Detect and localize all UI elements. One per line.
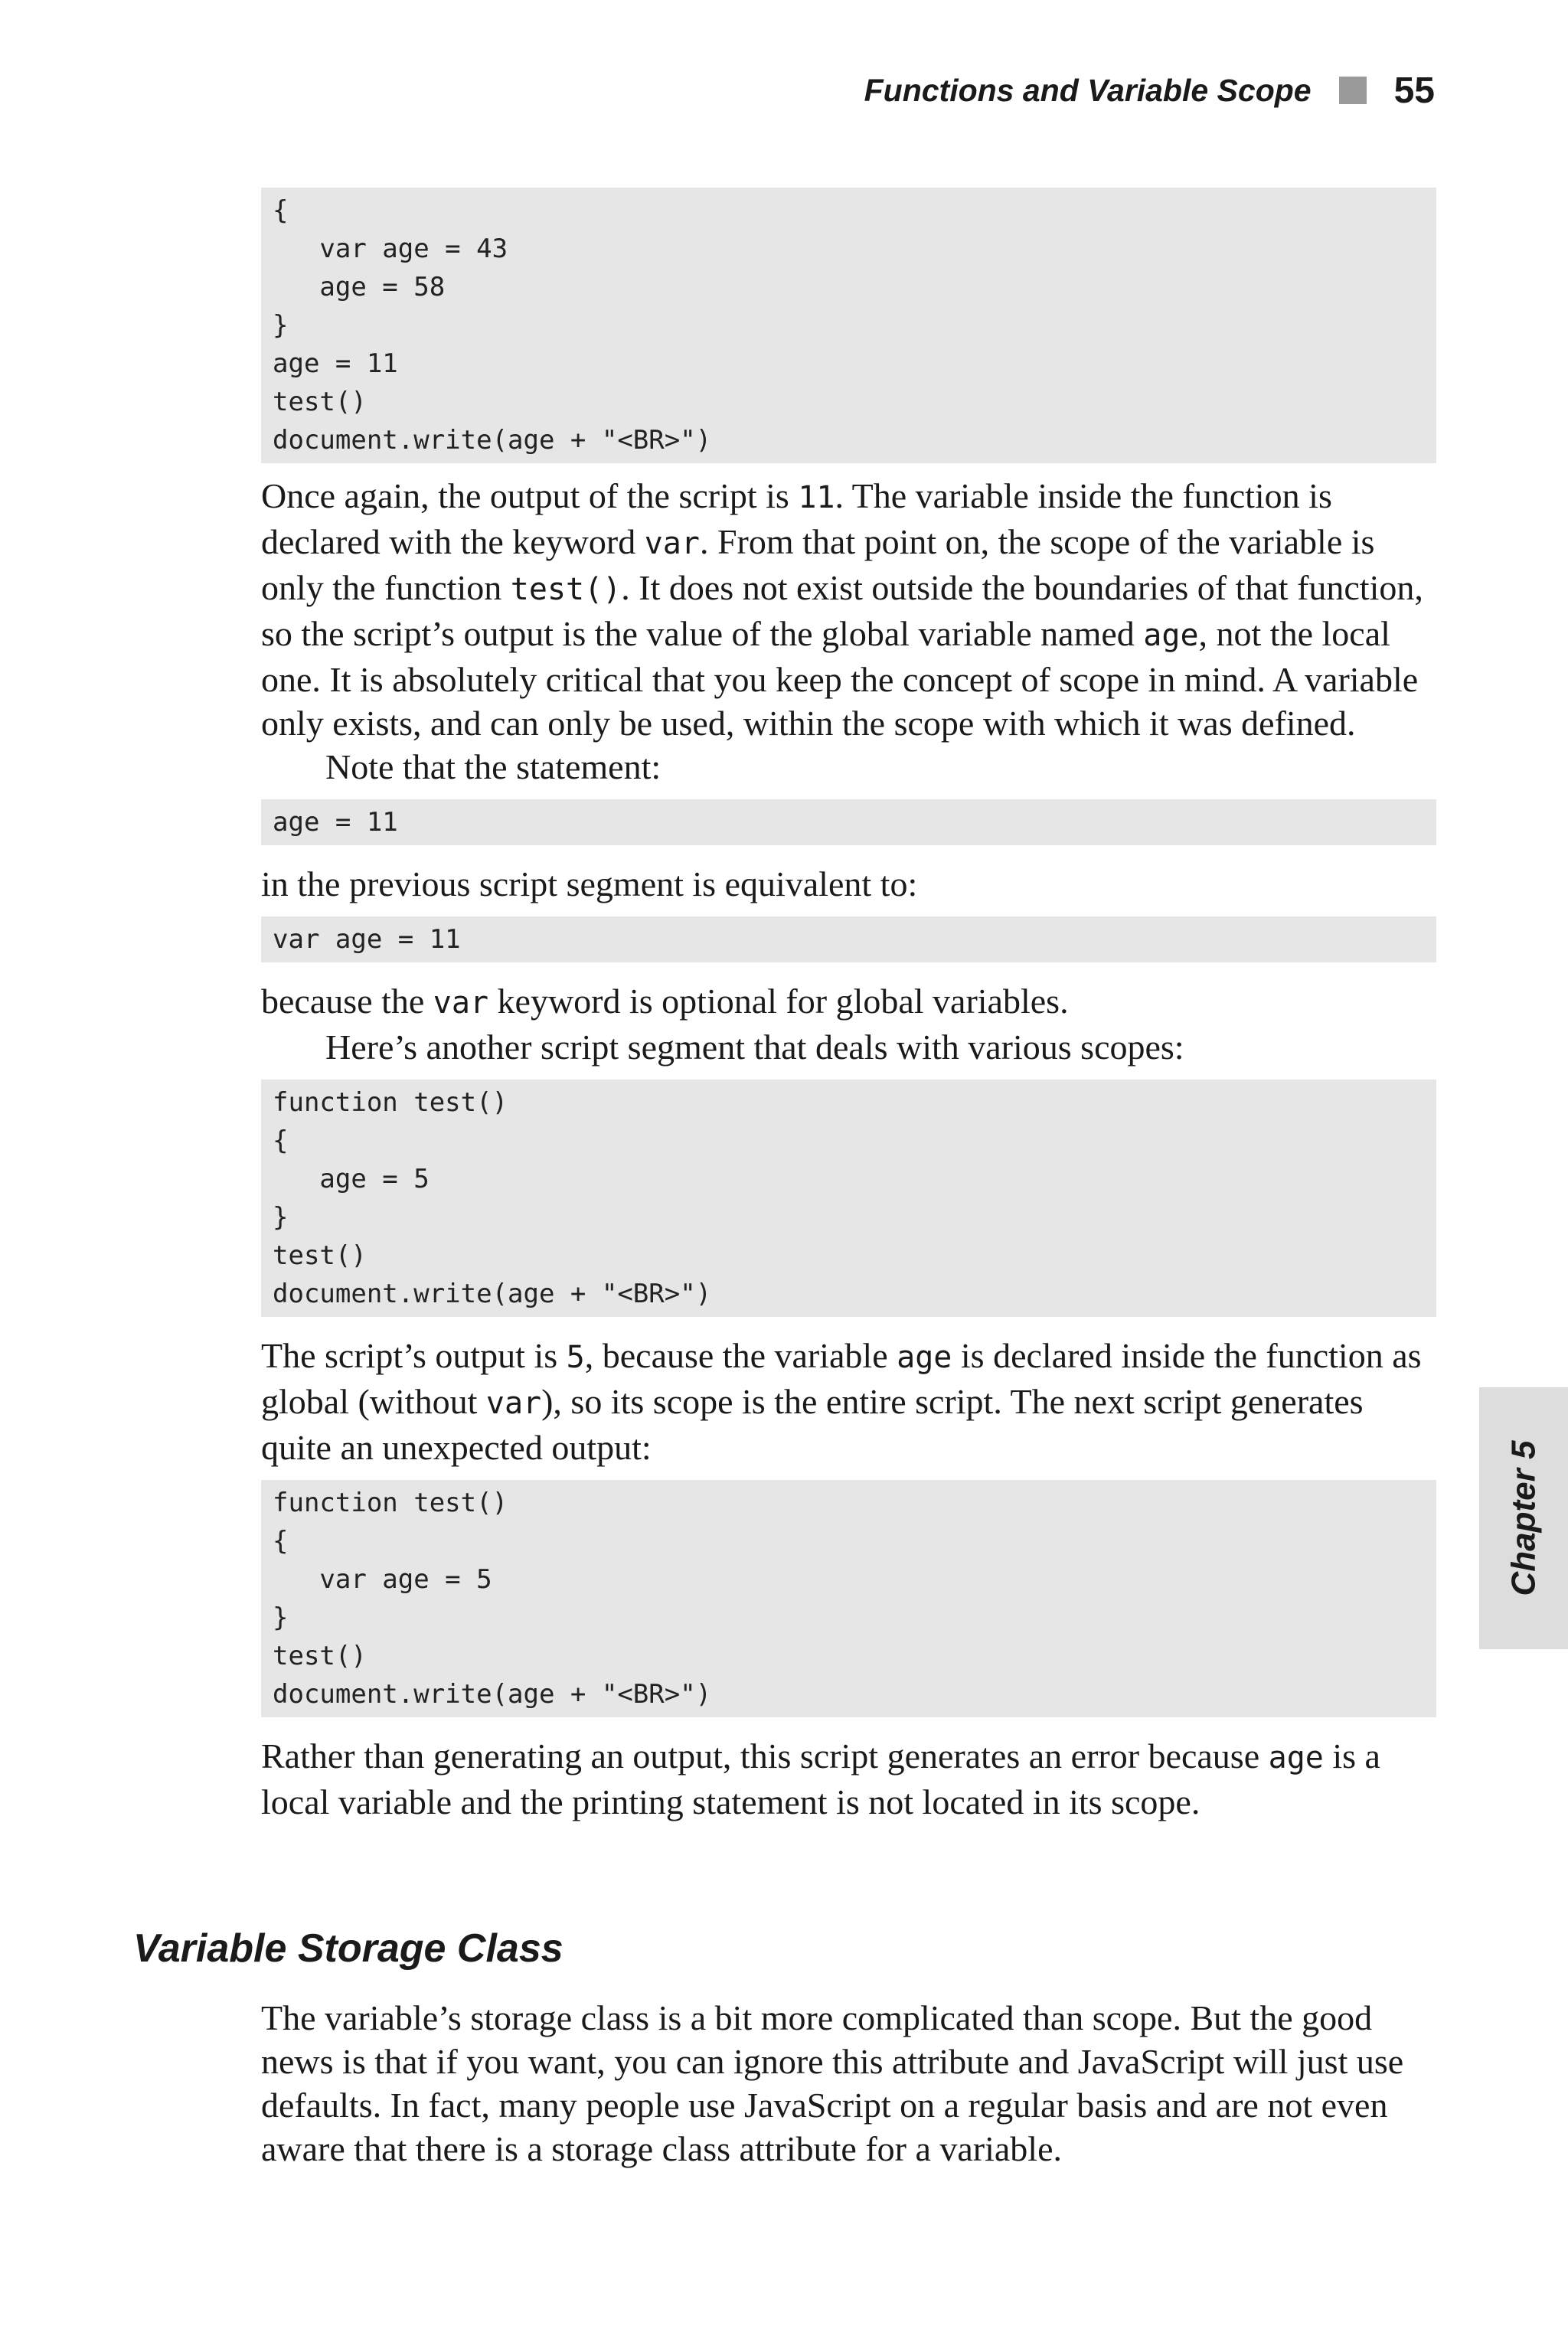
- code-block-3: var age = 11: [261, 916, 1436, 962]
- main-content: [261, 188, 1436, 1824]
- running-header: [864, 67, 1435, 113]
- paragraph-equivalent: in the previous script segment is equivalent to:: [261, 864, 918, 903]
- section-content: [261, 1996, 1436, 2171]
- paragraph-note: Note that the statement:: [325, 747, 662, 786]
- chapter-tab: [1479, 1387, 1568, 1649]
- code-block-5: function test() { var age = 5 } test() document.write(age + "<BR>"): [261, 1480, 1436, 1717]
- paragraph-var-optional: because the var keyword is optional for global variables.: [261, 982, 1069, 1021]
- code-block-2: age = 11: [261, 799, 1436, 845]
- paragraph-global-output: The script’s output is 5, because the variable age is declared inside the function as global (without var), so its scope is the entire script. The next script generates quite an unexpected output:: [261, 1336, 1422, 1467]
- paragraph-another-segment: Here’s another script segment that deals with various scopes:: [325, 1027, 1184, 1067]
- section-heading: Variable Storage Class: [133, 1926, 564, 1971]
- page-number: 55: [1393, 70, 1435, 111]
- code-block-4: function test() { age = 5 } test() document.write(age + "<BR>"): [261, 1080, 1436, 1317]
- paragraph-scope-explanation: Once again, the output of the script is 11. The variable inside the function is declared with the keyword var. From that point on, the scope of the variable is only the function test(). It does not exist outside the boundaries of that function, so the script’s output is the value of the global variable named age, not the local one. It is absolutely critical that you keep the concept of scope in mind. A variable only exists, and can only be used, within the scope with which it was defined.: [261, 476, 1423, 743]
- paragraph-error: Rather than generating an output, this script generates an error because age is a local variable and the printing statement is not located in its scope.: [261, 1736, 1380, 1821]
- code-block-1: { var age = 43 age = 58 } age = 11 test() document.write(age + "<BR>"): [261, 188, 1436, 463]
- running-header-title: Functions and Variable Scope: [864, 72, 1312, 108]
- chapter-tab-label: Chapter 5: [1504, 1440, 1543, 1596]
- paragraph-storage-class: The variable’s storage class is a bit more complicated than scope. But the good news is that if you want, you can ignore this attribute and JavaScript will just use defaults. In fact, many people use JavaScript on a regular basis and are not even aware that there is a storage class attribute for a variable.: [261, 1998, 1404, 2168]
- header-square-icon: [1339, 77, 1367, 104]
